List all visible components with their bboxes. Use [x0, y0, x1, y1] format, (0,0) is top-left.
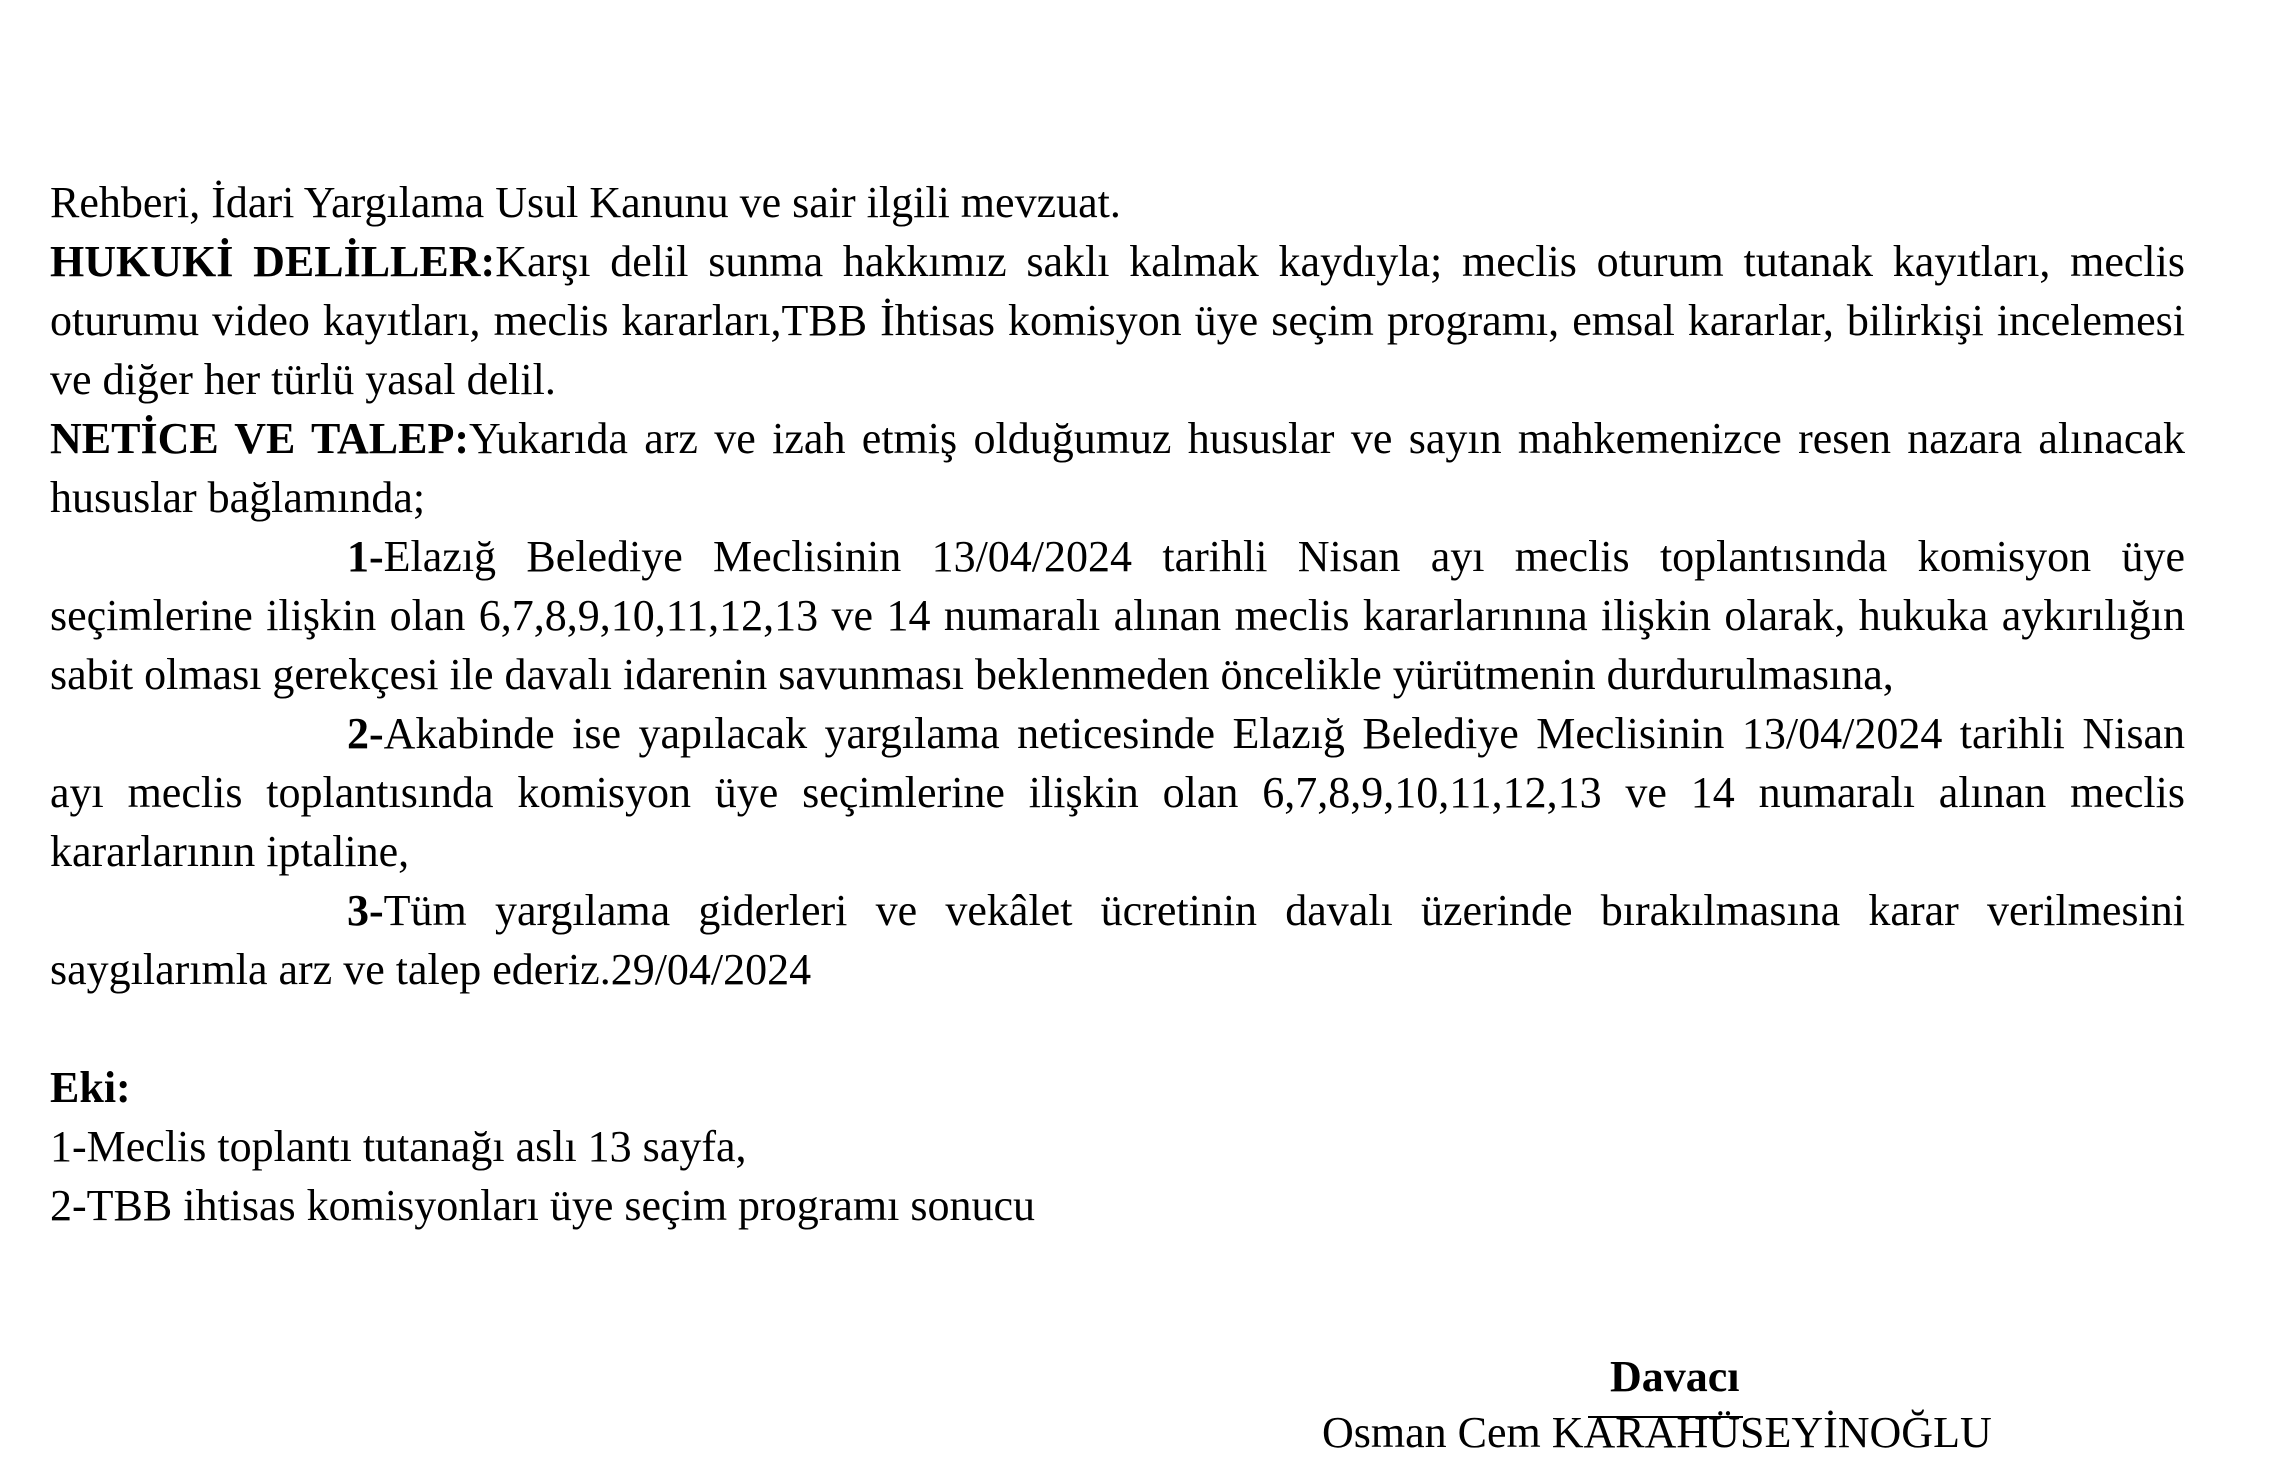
evidence-text: Karşı delil sunma hakkımız saklı kalmak kaydıyla; meclis oturum tutanak kayıtları, meclis oturumu video kayıtları, meclis kararları,TBB İhtisas komisyon üye seçim programı, emsal kararlar, bilirkişi incelemesi ve diğer her türlü yasal delil. [50, 237, 2185, 404]
request-text: Elazığ Belediye Meclisinin 13/04/2024 tarihli Nisan ayı meclis toplantısında komisyon üye seçimlerine ilişkin olan 6,7,8,9,10,11,12,13 ve 14 numaralı alınan meclis kararlarınına ilişkin olarak, hukuka aykırılığın sabit olması gerekçesi ile davalı idarenin savunması beklenmeden öncelikle yürütmenin durdurulmasına, [50, 532, 2185, 699]
intro-line: Rehberi, İdari Yargılama Usul Kanunu ve sair ilgili mevzuat. [50, 178, 1121, 227]
request-number: 2- [347, 709, 384, 758]
attachments-heading: Eki: [50, 1063, 131, 1112]
request-item [50, 527, 2185, 704]
evidence-heading: HUKUKİ DELİLLER: [50, 237, 496, 286]
petition-body [50, 173, 2185, 1235]
request-item [50, 881, 2185, 999]
request-item [50, 704, 2185, 881]
evidence-section [50, 232, 2185, 409]
conclusion-text: Yukarıda arz ve izah etmiş olduğumuz hususlar ve sayın mahkemenizce resen nazara alınacak hususlar bağlamında; [50, 414, 2185, 522]
conclusion-section [50, 409, 2185, 527]
conclusion-heading: NETİCE VE TALEP: [50, 414, 470, 463]
signature-role: Davacı [1610, 1352, 1740, 1401]
signature-name: Osman Cem KARAHÜSEYİNOĞLU [1322, 1408, 1992, 1457]
attachment-item: 2-TBB ihtisas komisyonları üye seçim programı sonucu [50, 1181, 1035, 1230]
spacer [50, 999, 2185, 1058]
request-number: 1- [347, 532, 384, 581]
attachment-item: 1-Meclis toplantı tutanağı aslı 13 sayfa, [50, 1122, 747, 1171]
request-number: 3- [347, 886, 384, 935]
request-text: Akabinde ise yapılacak yargılama neticesinde Elazığ Belediye Meclisinin 13/04/2024 tarihli Nisan ayı meclis toplantısında komisyon üye seçimlerine ilişkin olan 6,7,8,9,10,11,12,13 ve 14 numaralı alınan meclis kararlarının iptaline, [50, 709, 2185, 876]
request-text: Tüm yargılama giderleri ve vekâlet ücretinin davalı üzerinde bırakılmasına karar verilmesini saygılarımla arz ve talep ederiz.29/04/2024 [50, 886, 2185, 994]
